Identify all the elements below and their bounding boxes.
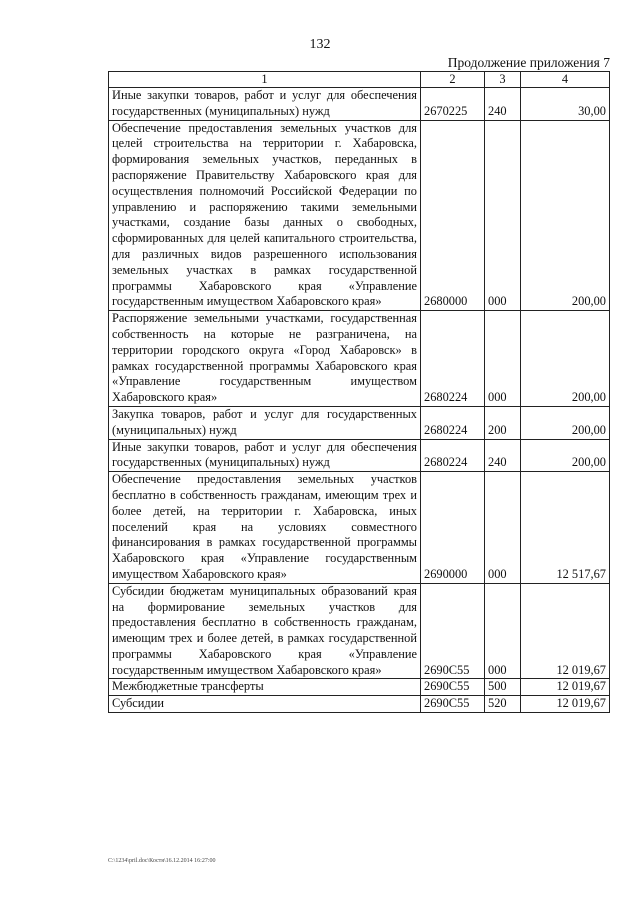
row-amount: 30,00 [521, 88, 610, 121]
table-row [109, 583, 610, 679]
table-row [109, 88, 610, 121]
table-row [109, 406, 610, 439]
row-amount: 200,00 [521, 311, 610, 407]
header-col-3: 3 [485, 72, 521, 88]
header-col-1: 1 [109, 72, 421, 88]
row-target-code: 2680224 [421, 439, 485, 472]
table-row [109, 120, 610, 311]
row-amount: 12 019,67 [521, 696, 610, 713]
row-target-code: 2680224 [421, 406, 485, 439]
row-expense-type: 000 [485, 120, 521, 311]
row-target-code: 2690С55 [421, 696, 485, 713]
row-target-code: 2680000 [421, 120, 485, 311]
row-expense-type: 000 [485, 311, 521, 407]
table-row [109, 439, 610, 472]
appendix-continuation-label: Продолжение приложения 7 [447, 55, 610, 70]
row-amount: 200,00 [521, 406, 610, 439]
row-amount: 200,00 [521, 120, 610, 311]
row-amount: 12 517,67 [521, 472, 610, 584]
row-target-code: 2690С55 [421, 679, 485, 696]
row-description: Субсидии бюджетам муниципальных образований края на формирование земельных участков для предоставления бесплатно в собственность гражданам, имеющим трех и более детей, в рамках государственной программы Хабаровского края «Управление государственным имуществом Хабаровского края» [109, 583, 421, 679]
table-row [109, 696, 610, 713]
row-description: Межбюджетные трансферты [109, 679, 421, 696]
table-row [109, 679, 610, 696]
row-expense-type: 240 [485, 439, 521, 472]
budget-table [108, 71, 610, 713]
table-row [109, 311, 610, 407]
row-expense-type: 500 [485, 679, 521, 696]
row-amount: 12 019,67 [521, 583, 610, 679]
row-description: Обеспечение предоставления земельных участков для целей строительства на территории г. Хабаровска, формирования земельных участков, переданных в распоряжение Правительству Хабаровского края для осуществления полномочий Российской Федерации по управлению и распоряжению такими земельными участками, создание базы данных о свободных, сформированных для целей капитального строительства, для различных видов разрешенного использования земельных участках в рамках государственной программы Хабаровского края «Управление государственным имуществом Хабаровского края» [109, 120, 421, 311]
row-description: Закупка товаров, работ и услуг для государственных (муниципальных) нужд [109, 406, 421, 439]
row-description: Распоряжение земельными участками, государственная собственность на которые не разграничена, на территории городского округа «Город Хабаровск» в рамках государственной программы Хабаровского края «Управление государственным имуществом Хабаровского края» [109, 311, 421, 407]
table-header-row [109, 72, 610, 88]
row-target-code: 2680224 [421, 311, 485, 407]
row-target-code: 2690000 [421, 472, 485, 584]
page-number: 132 [309, 37, 331, 52]
row-description: Иные закупки товаров, работ и услуг для обеспечения государственных (муниципальных) нужд [109, 88, 421, 121]
row-description: Иные закупки товаров, работ и услуг для обеспечения государственных (муниципальных) нужд [109, 439, 421, 472]
row-amount: 12 019,67 [521, 679, 610, 696]
row-target-code: 2670225 [421, 88, 485, 121]
row-amount: 200,00 [521, 439, 610, 472]
row-expense-type: 000 [485, 583, 521, 679]
row-expense-type: 240 [485, 88, 521, 121]
header-col-2: 2 [421, 72, 485, 88]
table-row [109, 472, 610, 584]
header-col-4: 4 [521, 72, 610, 88]
row-target-code: 2690С55 [421, 583, 485, 679]
row-description: Обеспечение предоставления земельных участков бесплатно в собственность гражданам, имеющим трех и более детей, на территории г. Хабаровска, иных поселений края на условиях совместного финансирования в рамках государственной программы Хабаровского края «Управление государственным имуществом Хабаровского края» [109, 472, 421, 584]
row-description: Субсидии [109, 696, 421, 713]
row-expense-type: 520 [485, 696, 521, 713]
row-expense-type: 200 [485, 406, 521, 439]
file-path-footer: C:\1234\pril.doc\Костя\16.12.2014 16:27:00 [108, 858, 216, 864]
row-expense-type: 000 [485, 472, 521, 584]
